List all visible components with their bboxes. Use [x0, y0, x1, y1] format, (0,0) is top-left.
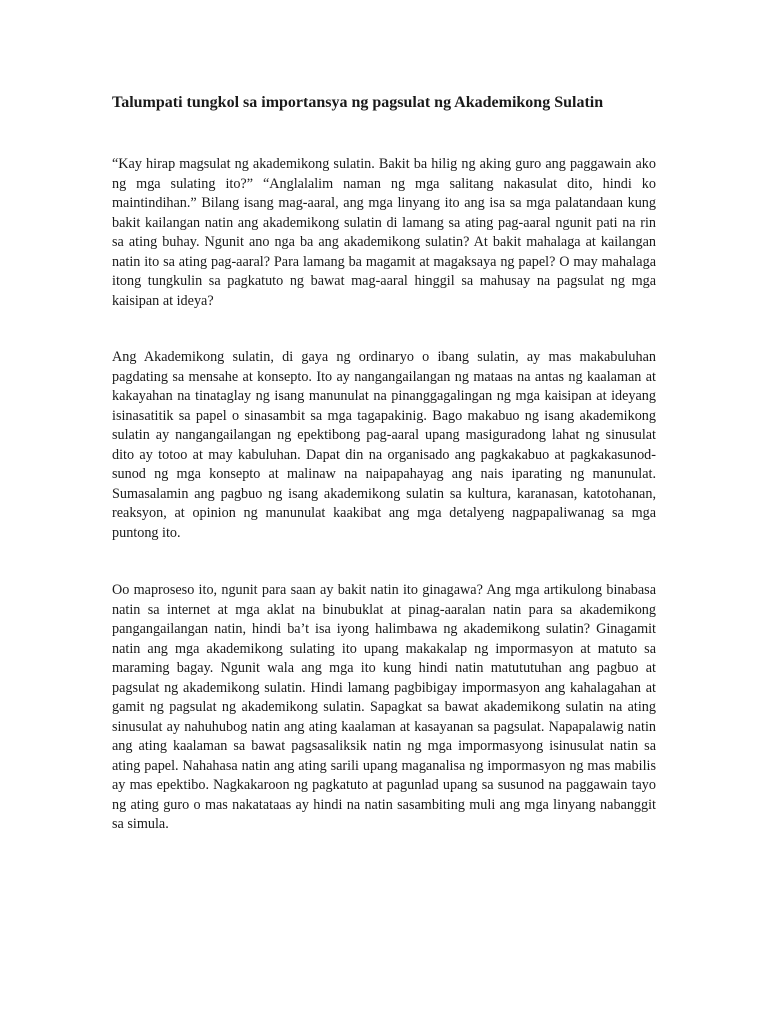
paragraph-1: “Kay hirap magsulat ng akademikong sulatin. Bakit ba hilig ng aking guro ang paggawain ako ng mga sulating ito?” “Anglalalim naman ng mga salitang nakasulat dito, hindi ko maintindihan.” Bilang isang mag-aaral, ang mga linyang ito ang isa sa mga palatandaan kung bakit kailangan natin ang akademikong sulatin di lamang sa ating pag-aaral ngunit pati na rin sa ating buhay. Ngunit ano nga ba ang akademikong sulatin? At bakit mahalaga at kailangan natin ito sa ating pag-aaral? Para lamang ba magamit at magaksaya ng papel? O may mahalaga itong tungkulin sa pagkatuto ng bawat mag-aaral hinggil sa mahusay na pagsulat ng mga kaisipan at ideya? [112, 156, 656, 309]
paragraph-3: Oo maproseso ito, ngunit para saan ay bakit natin ito ginagawa? Ang mga artikulong binabasa natin sa internet at mga aklat na binubuklat at pinag-aaralan natin para sa akademikong pangangailangan natin, hindi ba’t isa iyong halimbawa ng akademikong sulatin? Ginagamit natin ang mga akademikong sulating ito upang makakalap ng impormasyon at matuto sa maraming bagay. Ngunit wala ang mga ito kung hindi natin matututuhan ang pagbuo at pagsulat ng akademikong sulatin. Hindi lamang pagbibigay impormasyon ang kahalagahan at gamit ng pagsulat ng akademikong sulatin. Sapagkat sa bawat akademikong sulatin na ating sinusulat ay nahuhubog natin ang ating kaalaman at kasayanan sa pagsulat. Napapalawig natin ang ating kaalaman sa bawat pagsasaliksik natin ng mga impormasyong isinusulat natin sa ating papel. Nahahasa natin ang ating sarili upang maganalisa ng impormasyon ng mas mabilis ay mas epektibo. Nagkakaroon ng pagkatuto at pagunlad upang sa susunod na paggawain tayo ng ating guro o mas nakatataas ay hindi na natin sasambiting muli ang mga linyang nabanggit sa simula. [112, 582, 656, 832]
paragraph-2: Ang Akademikong sulatin, di gaya ng ordinaryo o ibang sulatin, ay mas makabuluhan pagdating sa mensahe at konsepto. Ito ay nangangailangan ng mataas na antas ng kaalaman at kakayahan na tinataglay ng isang manunulat na pinanggagalingan ng mga kaisipan at ideyang isinasatitik sa papel o sinasambit sa mga tagapakinig. Bago makabuo ng isang akademikong sulatin ay nangangailangan ng epektibong pag-aaral upang masiguradong lahat ng sinusulat dito ay totoo at may kabuluhan. Dapat din na organisado ang pagkakabuo at pagkakasunod-sunod ng mga konsepto at malinaw na naipapahayag ang nais iparating ng manunulat. Sumasalamin ang pagbuo ng isang akademikong sulatin sa kultura, karanasan, katotohanan, reaksyon, at opinion ng manunulat kaakibat ang mga detalyeng nagpapaliwanag sa mga puntong ito. [112, 349, 656, 541]
document-title: Talumpati tungkol sa importansya ng pagsulat ng Akademikong Sulatin [112, 94, 604, 111]
